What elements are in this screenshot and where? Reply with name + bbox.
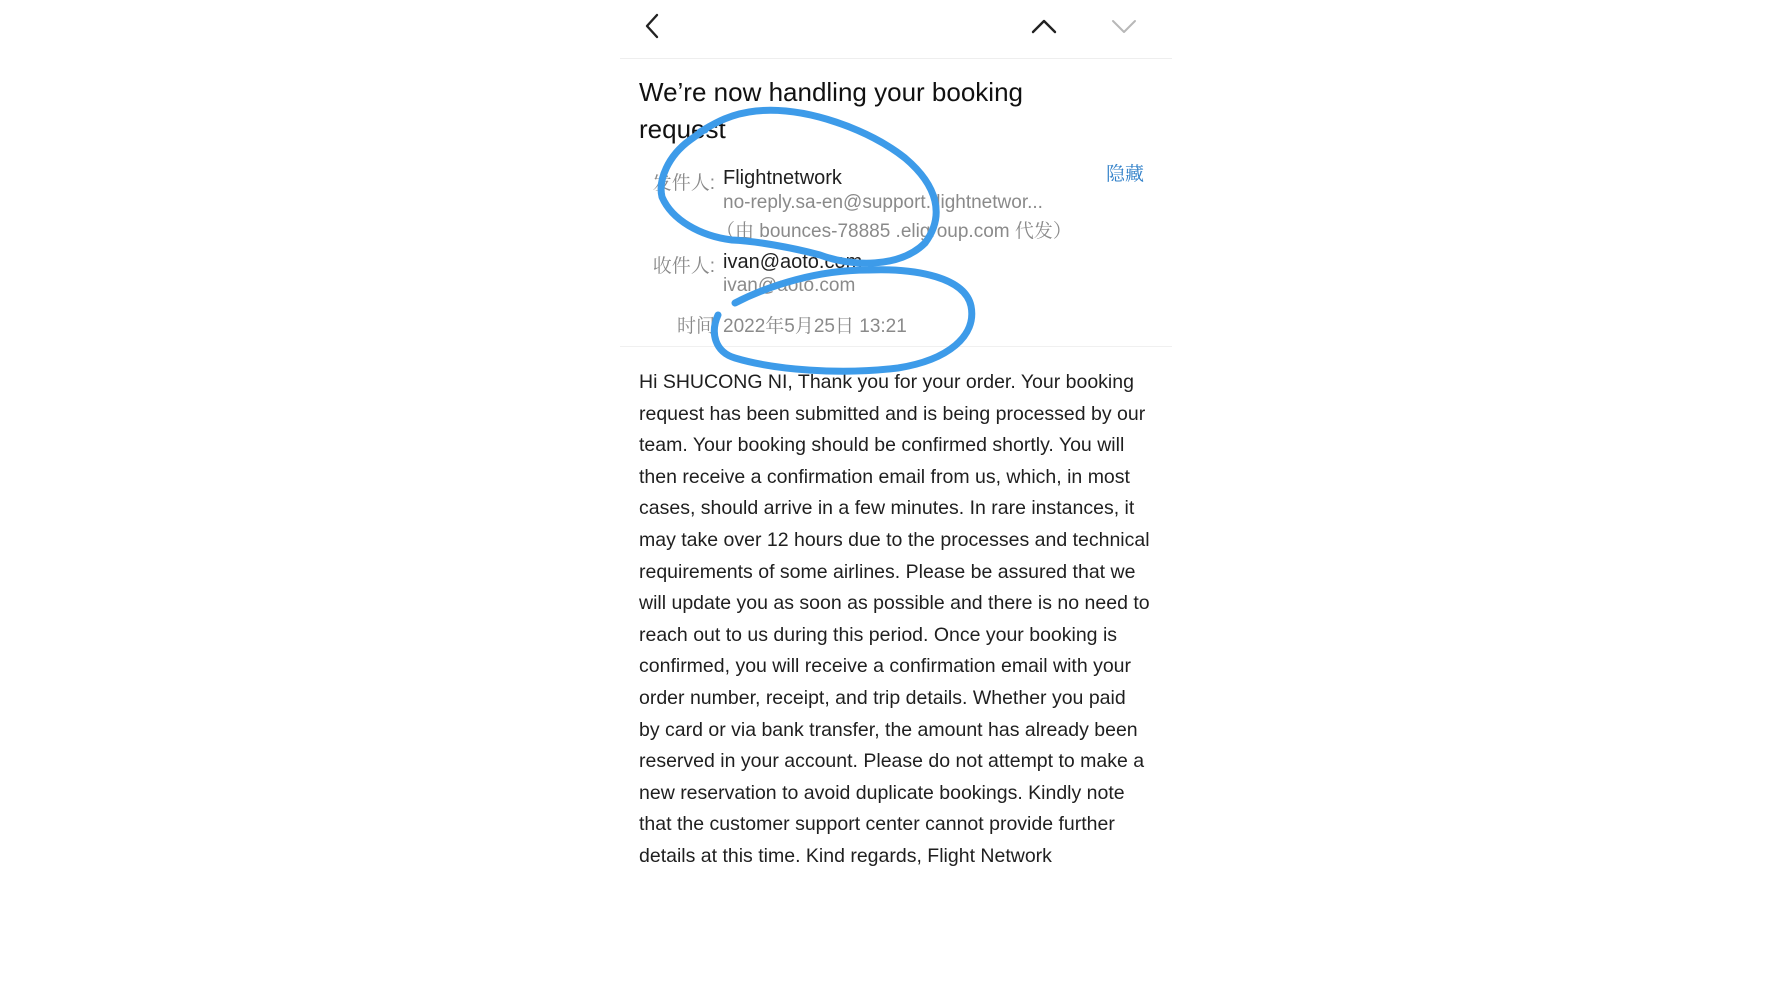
sender-name[interactable]: Flightnetwork [723,167,842,189]
next-email-button[interactable] [1104,8,1144,44]
chevron-down-icon [1110,16,1138,36]
recipient-primary[interactable]: ivan@aoto.com [723,251,863,273]
header-divider [620,346,1172,347]
from-label: 发件人: [652,173,715,194]
previous-email-button[interactable] [1024,8,1064,44]
sender-address[interactable]: no-reply.sa-en@support.flightnetwor... [723,192,1043,213]
email-detail-screen [620,0,1172,1000]
sent-time: 2022年5月25日 13:21 [723,316,907,337]
time-label: 时间 [676,316,715,337]
email-subject: We’re now handling your booking request [639,77,1023,144]
sender-via: （由 bounces-78885 .eligroup.com 代发） [716,221,1072,242]
top-navigation-bar [620,0,1172,59]
back-button[interactable] [632,8,672,44]
chevron-left-icon [642,12,662,40]
recipient-secondary[interactable]: ivan@aoto.com [723,275,856,296]
to-label: 收件人: [652,256,715,277]
hide-details-link[interactable]: 隐藏 [1106,164,1145,185]
email-body: Hi SHUCONG NI, Thank you for your order. Your booking request has been submitted and is being processed by our team. Your booking should be confirmed shortly. You will then receive a confirmation email from us, which, in most cases, should arrive in a few minutes. In rare instances, it may take over 12 hours due to the processes and technical requirements of some airlines. Please be assured that we will update you as soon as possible and there is no need to reach out to us during this period. Once your booking is confirmed, you will receive a confirmation email with your order number, receipt, and trip details. Whether you paid by card or via bank transfer, the amount has already been reserved in your account. Please do not attempt to make a new reservation to avoid duplicate bookings. Kindly note that the customer support center cannot provide further details at this time. Kind regards, Flight Network [639,371,1150,867]
chevron-up-icon [1030,16,1058,36]
